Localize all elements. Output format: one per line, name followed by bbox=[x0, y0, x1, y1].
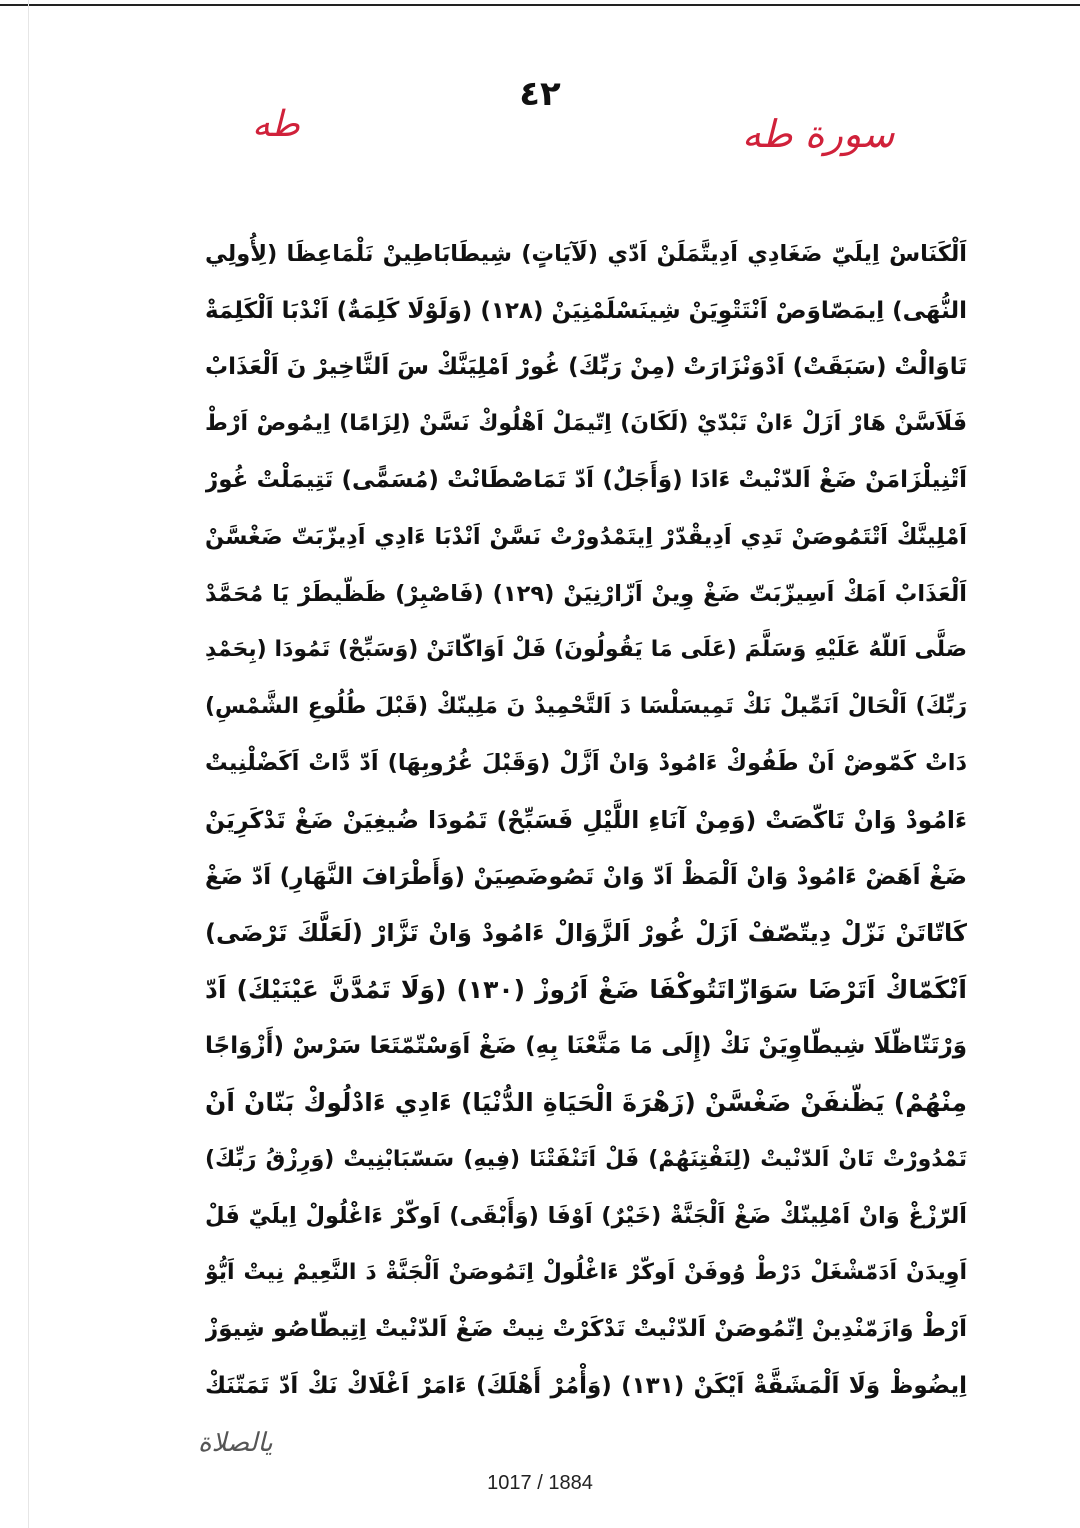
text-line: اَمْلِينَّكْ اَتْتَمُوصَنْ تَدِي اَدِيقْدّرْ اِيتَمْدُورْتْ نَسَّنْ اَنْدْبَا ءَادِي اَدِيزّبَتّ ضَغْسَّنْ bbox=[205, 523, 967, 550]
text-line: مِنْهُمْ) يَظّنفَنْ ضَغْسَّنْ (زَهْرَةَ الْحَيَاةِ الدُّنْيَا) ءَادِي ءَادْلُوكْ بَنّانْ اَنْ bbox=[205, 1087, 967, 1117]
text-line: اِيضُوظْ وَلَا اَلْمَشَقَّةْ اَيْكَنْ (١٣١) (وَأْمُرْ أَهْلَكَ) ءَامَرْ اَغْلَاكْ نَكْ اَدّ تَمَتّنَكْ bbox=[205, 1372, 967, 1399]
text-line: اَوِيدَنْ اَدَمّشْغَلْ دَرْطْ وُوفَنْ اَوكّرْ ءَاغْلُولْ اِتَمُوصَنْ اَلْجَنَّةْ دَ النَّعِيمْ نِيتْ اَيُّوْ bbox=[205, 1259, 967, 1285]
page-body-text bbox=[205, 226, 967, 1416]
text-line: دَاتْ كَمّوضْ اَنْ طَفُوكْ ءَامُودْ وَانْ اَزَّلْ (وَقَبْلَ غُرُوبِهَا) اَدّ دَّاتْ اَكَضْلْنِيتْ bbox=[205, 750, 967, 777]
page-number: ٤٢ bbox=[519, 74, 561, 114]
text-line: اَنْكَمّاكْ اَتَرْضَا سَوَازّاتَتُوكْفَا ضَغْ اَرُوزْ (١٣٠) (وَلَا تَمُدَّنَّ عَيْنَيْكَ) اَدّ bbox=[205, 974, 967, 1004]
text-line: اَلرّزْغْ وَانْ اَمْلِينّكْ ضَغْ اَلْجَنَّةْ (خَيْرٌ) اَوْفَا (وَأَبْقَى) اَوكّرْ ءَاغْلُولْ اِيلَيّ فَلْ bbox=[205, 1203, 967, 1230]
top-border-line bbox=[0, 4, 1080, 6]
text-line: وَرْتَتّاظّلَا شِيطّاوِيَنْ نَكْ (إِلَى مَا مَتَّعْنَا بِهِ) ضَغْ اَوَسْتّمّتَعَا سَرْسْ (أَزْوَاجًا bbox=[205, 1033, 967, 1060]
left-page-edge bbox=[28, 0, 29, 1528]
text-line: اَرْطْ وَازَمّنْدِينْ اِتّمُوصَنْ اَلدّنْيتْ تَدْكَرْتْ نِيتْ ضَغْ اَلدّنْيتْ اِتِيطّاصُو شِيوَزْ bbox=[205, 1316, 967, 1343]
text-line: اَلْعَذَابْ اَمَكْ اَسِيزّبَتّ ضَغْ وِينْ اَزّارْنِيَنْ (١٢٩) (فَاصْبِرْ) ظَظّيطَرْ يَا مُحَمَّدْ bbox=[205, 580, 967, 607]
text-line: رَبِّكَ) اَلْحَالْ اَنَمِّيلْ نَكْ تَمِيسَلْسَا دَ اَلتَّحْمِيدْ نَ مَلِينّكْ (قَبْلَ طُلُوعِ الشَّمْسِ) bbox=[205, 693, 967, 719]
text-line: صَلَّى اَللّهُ عَلَيْهِ وَسَلَّمَ (عَلَى مَا يَقُولُونَ) فَلْ اَوَاكّاتَنْ (وَسَبِّحْ) تَمُودَا (بِحَمْدِ bbox=[205, 637, 967, 663]
text-line: كَاتّاتَنْ نَزّلْ دِيتّصّفْ اَزَلْ غُورْ اَلزَّوَالْ ءَامُودْ وَانْ تَزَّارْ (لَعَلَّكَ تَرْضَى) bbox=[205, 919, 967, 948]
text-line: تَاوَالْتْ (سَبَقَتْ) اَدْوَنْزَارَتْ (مِنْ رَبِّكَ) غُورْ اَمْلِيَنَّكْ سَ اَلتَّاخِيرْ نَ اَلْعَذَابْ bbox=[205, 354, 967, 381]
text-line: فَلَاَسَّنْ هَارْ اَزَلْ ءَانْ تَبْدّيْ (لَكَانَ) اِتّيمَلْ اَهْلُوكْ نَسَّنْ (لِزَامًا) اِيمُوصْ اَرْطْ bbox=[205, 410, 967, 436]
handwritten-note-left: طه bbox=[252, 104, 300, 145]
text-line: النُّهَى) اِيمَصّاوَصْ اَنْتَتْوِيَنْ شِينَسْلَمْنِيَنْ (١٢٨) (وَلَوْلَا كَلِمَةٌ) اَنْدْبَا اَلْكَلِمَةْ bbox=[205, 297, 967, 324]
text-line: اَتْنِيلْزَامَنْ ضَغْ اَلدّنْيتْ ءَادَا (وَأَجَلٌ) اَدّ تَمَاصْطَانْتْ (مُسَمًّى) تَتِيمَلْتْ غُورْ bbox=[205, 467, 967, 494]
text-line: تَمْدُورْتْ تَانْ اَلدّنْيتْ (لِنَفْتِنَهُمْ) فَلْ اَتَنْفَتْنَا (فِيهِ) سَسّبَابْنِيتْ (وَرِزْقُ رَبِّكَ) bbox=[205, 1146, 967, 1172]
page-counter: 1017 / 1884 bbox=[487, 1472, 593, 1494]
handwritten-note-right: سورة طه bbox=[742, 112, 895, 156]
text-line: اَلْكَنَاسْ اِيلَيّ ضَغَادِي اَدِيتَّمَلَنْ اَدّي (لَآيَاتٍ) شِيطَابَاطِينْ نَلْمَاعِظَا (لِأُولِي bbox=[205, 241, 967, 267]
handwritten-signature: يالصلاة bbox=[198, 1428, 273, 1458]
text-line: ضَغْ اَهَضْ ءَامُودْ وَانْ اَلْمَظْ اَدّ وَانْ تَصُوضَصِيَنْ (وَأَطْرَافَ النَّهَارِ) اَدّ ضَغْ bbox=[205, 863, 967, 890]
text-line: ءَامُودْ وَانْ تَاكّصَتْ (وَمِنْ آنَاءِ اللَّيْلِ فَسَبِّحْ) تَمُودَا ضُيغِيَنْ ضَغْ تَدْكَرِيَنْ bbox=[205, 805, 967, 834]
